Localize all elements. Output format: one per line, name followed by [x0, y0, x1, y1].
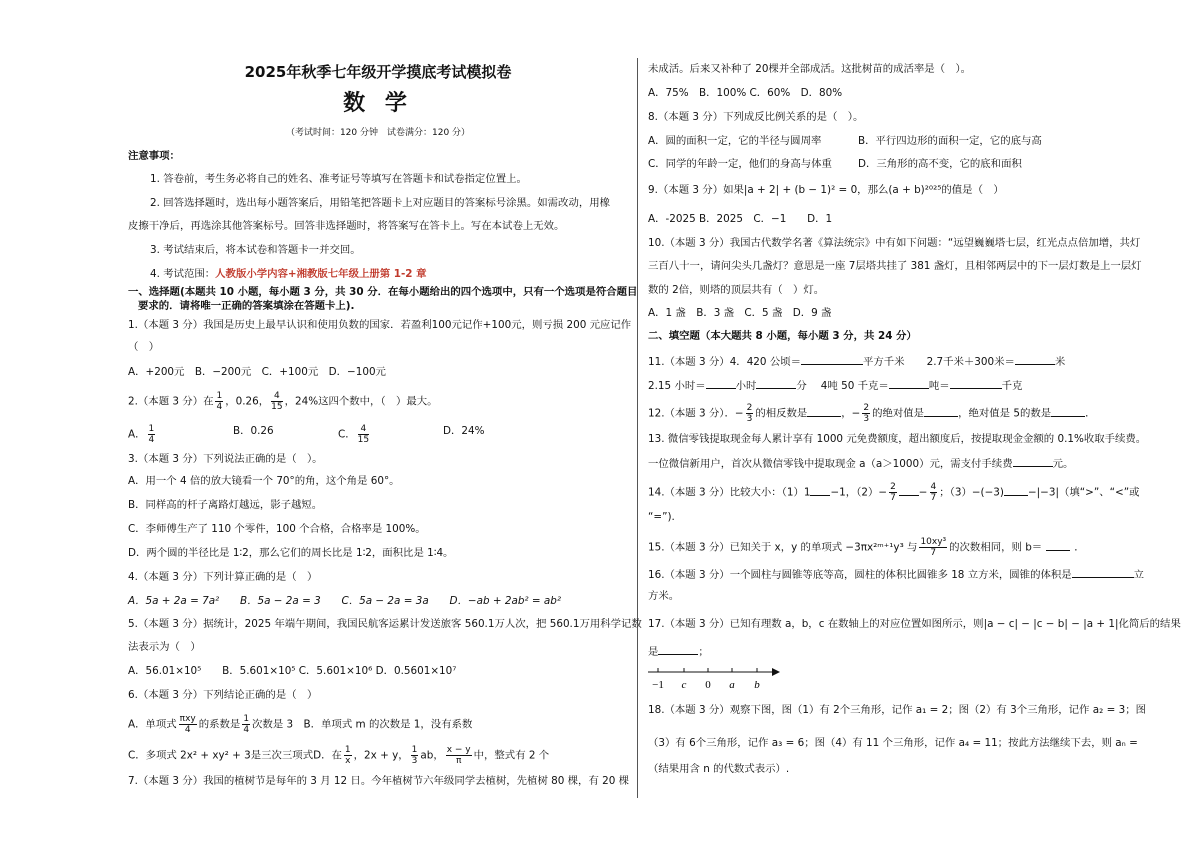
notes-heading: 注意事项：	[128, 150, 180, 162]
q5-options: A．56.01×10⁵ B．5.601×10⁵ C．5.601×10⁶ D．0.5601×10⁷	[128, 665, 457, 677]
q10-line2: 三百八十一，请问尖头几盏灯？意思是一座 7层塔共挂了 381 盏灯，且相邻两层中的下一层灯数是上一层灯	[648, 260, 1142, 272]
tick-label-minus-one: −1	[652, 679, 664, 691]
q16-blank[interactable]	[1072, 566, 1134, 578]
tick-label-zero: 0	[705, 679, 711, 691]
q11-line1: 11.（本题 3 分）4．420 公顷＝ 平方千米 2.7千米＋300米＝ 米	[648, 353, 1065, 369]
exam-title: 2025年秋季七年级开学摸底考试模拟卷	[244, 63, 512, 81]
tick-label-a: a	[729, 679, 735, 691]
q8-option-d: D．三角形的高不变，它的底和面积	[858, 158, 1022, 170]
q11-blank-2[interactable]	[1015, 353, 1055, 365]
q14-line2: “=”).	[648, 511, 675, 523]
note-4: 4. 考试范围：人教版小学内容+湘教版七年级上册第 1-2 章	[150, 268, 427, 280]
q3-stem: 3.（本题 3 分）下列说法正确的是（ ）。	[128, 453, 323, 465]
q3-option-a: A．用一个 4 倍的放大镜看一个 70°的角，这个角是 60°。	[128, 475, 400, 487]
q6-line-cd: C．多项式 2x² + xy² + 3是三次三项式D．在 $\frac{1}{x}$ ，2x + y， $\frac{1}{3}$ ab， $\frac{x - y}{\pi}$ 中，整式有 2 个	[128, 745, 550, 766]
q2-fraction-1: $\frac{1}{4}$	[216, 391, 223, 412]
note-2b: 皮擦干净后，再选涂其他答案标号。回答非选择题时，将答案写在答卡上。写在本试卷上无效。	[128, 220, 565, 232]
q10-line3: 数的 2倍，则塔的顶层共有（ ）灯。	[648, 284, 825, 296]
section-1-line1: 一、选择题(本题共 10 小题，每小题 3 分，共 30 分．在每小题给出的四个选项中，只有一个选项是符合题目	[128, 286, 638, 298]
q17-line1: 17.（本题 3 分）已知有理数 a，b，c 在数轴上的对应位置如图所示，则|a − c| − |c − b| − |a + 1|化简后的结果	[648, 618, 1181, 630]
number-line-figure	[648, 664, 788, 694]
q7-line1: 7.（本题 3 分）我国的植树节是每年的 3 月 12 日。今年植树节六年级同学去植树，先植树 80 棵，有 20 棵	[128, 775, 630, 787]
tick-label-b: b	[754, 679, 760, 691]
number-line-arrow	[772, 668, 780, 676]
q10-line1: 10.（本题 3 分）我国古代数学名著《算法统宗》中有如下问题：“远望巍巍塔七层，红光点点倍加增，共灯	[648, 237, 1141, 249]
q1-stem: 1.（本题 3 分）我国是历史上最早认识和使用负数的国家．若盈利100元记作+100元，则亏损 200 元应记作	[128, 319, 632, 331]
q6-stem: 6.（本题 3 分）下列结论正确的是（ ）	[128, 689, 318, 701]
q7-line2: 未成活。后来又补种了 20棵并全部成活。这批树苗的成活率是（ ）。	[648, 63, 972, 75]
q9-options: A．-2025 B．2025 C．−1 D．1	[648, 213, 833, 225]
q4-stem: 4.（本题 3 分）下列计算正确的是（ ）	[128, 571, 318, 583]
q11-blank-4[interactable]	[756, 377, 796, 389]
number-line-ticks	[658, 668, 757, 672]
q11-blank-6[interactable]	[950, 377, 1002, 389]
q18-line3: （结果用含 n 的代数式表示）.	[648, 763, 790, 775]
q13-blank[interactable]	[1013, 455, 1053, 467]
q1-paren: （ ）	[128, 341, 160, 353]
q1-options: A．+200元 B．−200元 C．+100元 D．−100元	[128, 366, 386, 378]
q8-stem: 8.（本题 3 分）下列成反比例关系的是（ ）。	[648, 111, 864, 123]
q11-blank-1[interactable]	[801, 353, 863, 365]
q6-line-ab: A．单项式 $\frac{\text{πxy}}{4}$ 的系数是 $\frac{1}{4}$ 次数是 3 B．单项式 m 的次数是 1，没有系数	[128, 714, 473, 735]
q2-option-a: A． $\frac{1}{4}$	[128, 424, 155, 445]
q10-options: A．1 盏 B．3 盏 C．5 盏 D．9 盏	[648, 307, 832, 319]
q18-line1: 18.（本题 3 分）观察下图，图（1）有 2个三角形，记作 a₁ = 2；图（2）有 3个三角形，记作 a₂ = 3；图	[648, 704, 1146, 716]
q2-option-c: C． $\frac{4}{15}$	[338, 424, 370, 445]
q8-option-a: A．圆的面积一定，它的半径与圆周率	[648, 135, 822, 147]
q14-line1: 14.（本题 3 分）比较大小：（1）1 −1，（2）− $\frac{2}{7}$ − $\frac{4}{7}$ ；（3）−(−3) −|−3|（填“>”、“<”或	[648, 482, 1140, 503]
note-3: 3. 考试结束后，将本试卷和答题卡一并交回。	[150, 244, 361, 256]
section-2-heading: 二、填空题（本大题共 8 小题，每小题 3 分，共 24 分）	[648, 330, 917, 342]
q2-fraction-2: $\frac{4}{15}$	[271, 391, 283, 412]
q12-blank-2[interactable]	[924, 405, 958, 417]
tick-label-c: c	[681, 679, 687, 691]
q5-line2: 法表示为（ ）	[128, 641, 201, 653]
q14-blank-1[interactable]	[810, 484, 830, 496]
q9-stem: 9.（本题 3 分）如果|a + 2| + (b − 1)² = 0，那么(a + b)²⁰²⁵的值是（ ）	[648, 184, 1004, 196]
q12-blank-3[interactable]	[1051, 405, 1085, 417]
q11-blank-5[interactable]	[889, 377, 929, 389]
q12-line: 12.（本题 3 分）．− $\frac{2}{3}$ 的相反数是 ，− $\frac{2}{3}$ 的绝对值是 ，绝对值是 5的数是 ．	[648, 403, 1096, 424]
q3-option-d: D．两个圆的半径比是 1∶2，那么它们的周长比是 1∶2，面积比是 1∶4。	[128, 547, 454, 559]
q2-option-d: D．24%	[443, 425, 485, 437]
q15-line: 15.（本题 3 分）已知关于 x，y 的单项式 −3πx²ᵐ⁺¹y³ 与 $\frac{\text{10xy³}}{7}$ 的次数相同，则 b＝ ．	[648, 537, 1085, 558]
q16-line2: 方米。	[648, 590, 680, 602]
q12-blank-1[interactable]	[807, 405, 841, 417]
q11-blank-3[interactable]	[706, 377, 736, 389]
q5-line1: 5.（本题 3 分）据统计，2025 年端午期间，我国民航客运累计发送旅客 560.1万人次，把 560.1万用科学记数	[128, 618, 642, 630]
note-1: 1. 答卷前，考生务必将自己的姓名、准考证号等填写在答题卡和试卷指定位置上。	[150, 173, 527, 185]
q8-option-b: B．平行四边形的面积一定，它的底与高	[858, 135, 1042, 147]
q2-option-b: B．0.26	[233, 425, 274, 437]
note-2a: 2. 回答选择题时，选出每小题答案后，用铅笔把答题卡上对应题目的答案标号涂黑。如需改动，用橡	[150, 197, 611, 209]
q17-line2: 是 ；	[648, 643, 709, 659]
q4-options: A．5a + 2a = 7a² B．5a − 2a = 3 C．5a − 2a = 3a D．−ab + 2ab² = ab²	[128, 595, 562, 607]
section-1-line2: 要求的．请将唯一正确的答案填涂在答题卡上).	[138, 300, 355, 312]
exam-scope: 人教版小学内容+湘教版七年级上册第 1-2 章	[215, 268, 427, 280]
subject-title: 数 学	[343, 91, 413, 116]
q13-line2: 一位微信新用户，首次从微信零钱中提取现金 a（a＞1000）元，需支付手续费 元。	[648, 455, 1073, 471]
column-divider	[637, 58, 638, 798]
q3-option-b: B．同样高的杆子离路灯越远，影子越短。	[128, 499, 323, 511]
q3-option-c: C．李师傅生产了 110 个零件，100 个合格，合格率是 100%。	[128, 523, 426, 535]
q18-line2: （3）有 6个三角形，记作 a₃ = 6；图（4）有 11 个三角形，记作 a₄ = 11；按此方法继续下去，则 aₙ =	[648, 737, 1138, 749]
exam-info: （考试时间：120 分钟 试卷满分：120 分）	[285, 128, 471, 138]
q8-option-c: C．同学的年龄一定，他们的身高与体重	[648, 158, 832, 170]
q14-blank-3[interactable]	[1004, 484, 1028, 496]
q11-line2: 2.15 小时＝ 小时 分 4吨 50 千克＝ 吨＝ 千克	[648, 377, 1022, 393]
q15-blank[interactable]	[1046, 539, 1070, 551]
q2-stem: 2.（本题 3 分）在 $\frac{1}{4}$ ，0.26， $\frac{4}{15}$ ，24%这四个数中，（ ）最大。	[128, 391, 438, 412]
q17-blank[interactable]	[658, 643, 698, 655]
q13-line1: 13. 微信零钱提取现金每人累计享有 1000 元免费额度，超出额度后，按提取现金金额的 0.1%收取手续费。	[648, 433, 1147, 445]
q14-blank-2[interactable]	[899, 484, 919, 496]
q7-options: A．75% B．100% C．60% D．80%	[648, 87, 843, 99]
q16-line1: 16.（本题 3 分）一个圆柱与圆锥等底等高，圆柱的体积比圆锥多 18 立方米，圆锥的体积是 立	[648, 566, 1144, 582]
